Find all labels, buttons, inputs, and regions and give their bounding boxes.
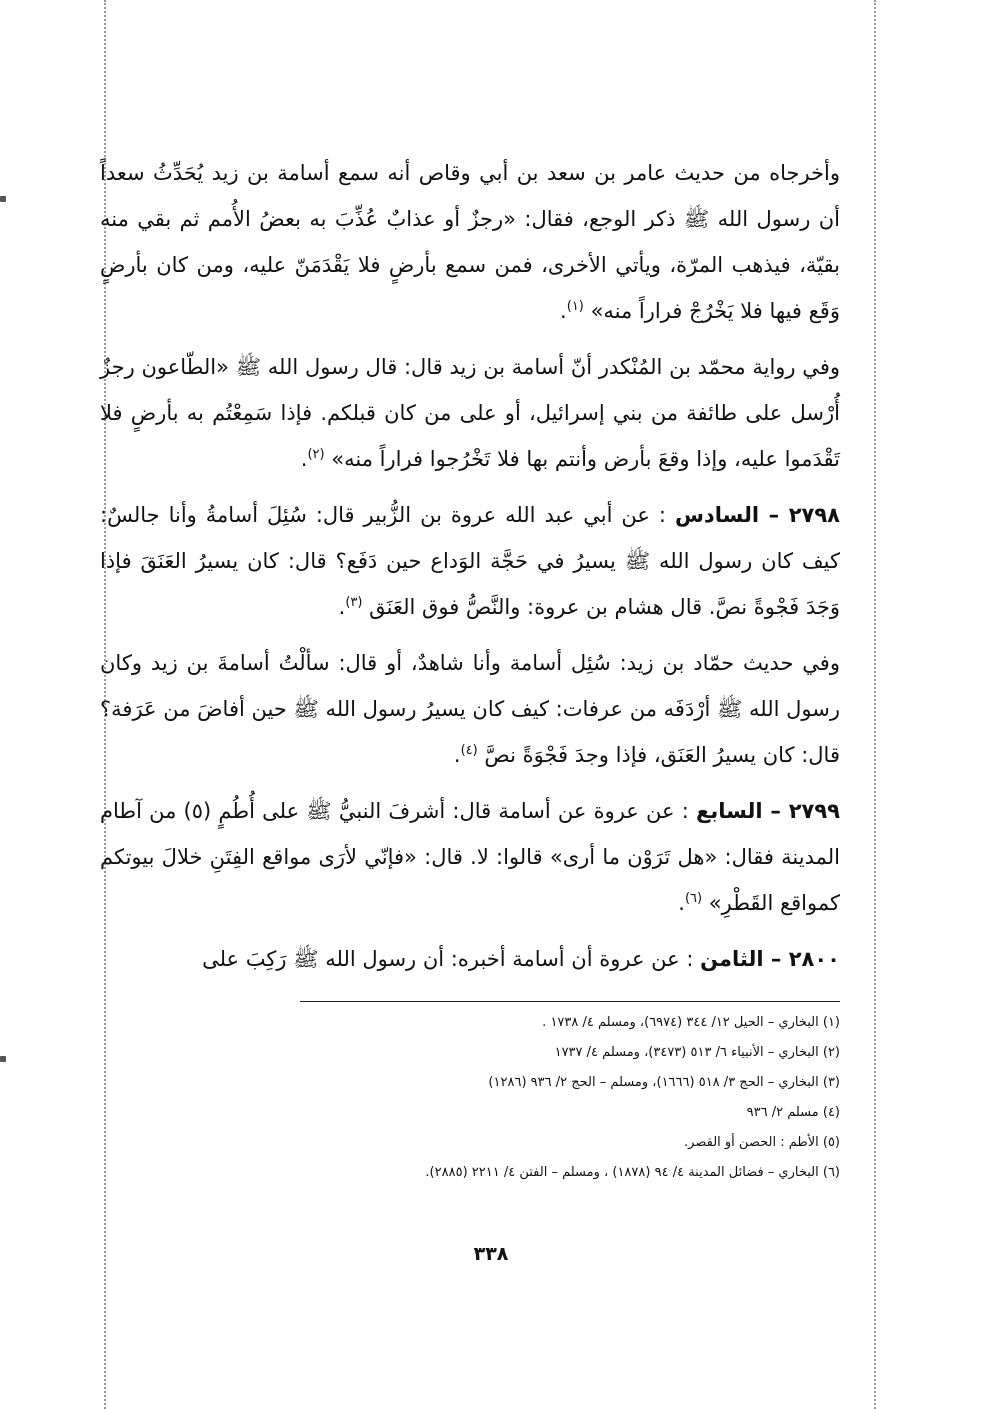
footnote-4: (٤) مسلم ٢/ ٩٣٦ xyxy=(746,1105,840,1120)
footnote-5: (٥) الأطم : الحصن أو القصر. xyxy=(684,1135,840,1150)
hadith-number-heading: ٢٧٩٩ – السابع xyxy=(696,799,840,823)
main-text xyxy=(100,150,840,992)
scan-edge-mark xyxy=(0,196,6,202)
scan-edge-mark xyxy=(0,1056,6,1062)
footnote-6: (٦) البخاري – فضائل المدينة ٤/ ٩٤ (١٨٧٨) ، ومسلم – الفتن ٤/ ٢٢١١ (٢٨٨٥). xyxy=(425,1165,840,1180)
paragraph-1: وأخرجاه من حديث عامر بن سعد بن أبي وقاص أنه سمع أسامة بن زيد يُحَدِّثُ سعداً أن رسول الله ﷺ ذكر الوجع، فقال: «رجزٌ أو عذابٌ عُذِّبَ به بعضُ الأُمم ثم بقي منه بقيّة، فيذهب المرّة، ويأتي الأخرى، فمن سمع بأرضٍ فلا يَقْدَمَنّ عليه، ومن كان بأرضٍ وَقَع فيها فلا يَخْرُجْ فراراً منه» $^{(١)}$. xyxy=(100,161,840,323)
paragraph-text: وفي رواية محمّد بن المُنْكدر أنّ أسامة بن زيد قال: قال رسول الله ﷺ «الطّاعون رجزٌ أُرْسل على طائفة من بني إسرائيل، أو على من كان قبلكم. فإذا سَمِعْتُم به بأرضٍ فلا تَقْدَموا عليه، وإذا وقعَ بأرض وأنتم بها فلا تَخْرُجوا فراراً منه» xyxy=(100,355,840,471)
hadith-2798: ٢٧٩٨ – السادس : عن أبي عبد الله عروة بن الزُّبير قال: سُئِلَ أسامةُ وأنا جالسٌ: كيف كان رسول الله ﷺ يسيرُ في حَجَّة الوَداع حين دَفَع؟ قال: كان يسيرُ العَنَقَ فإذا وَجَدَ فَجْوةً نصَّ. قال هشام بن عروة: والنَّصُّ فوق العَنَق $^{(٣)}$. xyxy=(100,503,840,619)
footnote-ref: (٢) xyxy=(307,447,325,462)
hadith-number-heading: ٢٨٠٠ – الثامن xyxy=(700,947,840,971)
paragraph-text: : عن عروة عن أسامة قال: أشرفَ النبيُّ ﷺ على أُطُمٍ (٥) من آطام المدينة فقال: «هل تَرَوْن ما أرى» قالوا: لا. قال: «فإنّي لأرَى مواقع الفِتَنِ خلالَ بيوتكم كمواقع القَطْرِ» xyxy=(100,799,840,915)
hadith-number-heading: ٢٧٩٨ – السادس xyxy=(674,503,840,527)
footnote-ref: (٣) xyxy=(345,595,363,610)
footnote-ref: (٦) xyxy=(684,891,703,906)
hadith-2799: ٢٧٩٩ – السابع : عن عروة عن أسامة قال: أشرفَ النبيُّ ﷺ على أُطُمٍ (٥) من آطام المدينة فقال: «هل تَرَوْن ما أرى» قالوا: لا. قال: «فإنّي لأرَى مواقع الفِتَنِ خلالَ بيوتكم كمواقع القَطْرِ» $^{(٦)}$. xyxy=(100,799,840,915)
right-margin-dotted-line xyxy=(874,0,876,1409)
footnote-3: (٣) البخاري – الحج ٣/ ٥١٨ (١٦٦٦)، ومسلم – الحج ٢/ ٩٣٦ (١٢٨٦) xyxy=(488,1075,840,1090)
footnote-separator xyxy=(300,1001,840,1002)
paragraph-text: وفي حديث حمّاد بن زيد: سُئِل أسامة وأنا شاهدٌ، أو قال: سألْتُ أسامةَ بن زيد وكان رسول الله ﷺ أرْدَفَه من عرفات: كيف كان يسيرُ رسول الله ﷺ حين أفاضَ من عَرَفة؟ قال: كان يسيرُ العَنَق، فإذا وجدَ فَجْوَةً نصَّ xyxy=(100,651,840,767)
hadith-2800 xyxy=(100,936,840,982)
paragraph-text: وأخرجاه من حديث عامر بن سعد بن أبي وقاص أنه سمع أسامة بن زيد يُحَدِّثُ سعداً أن رسول الله ﷺ ذكر الوجع، فقال: «رجزٌ أو عذابٌ عُذِّبَ به بعضُ الأُمم ثم بقي منه بقيّة، فيذهب المرّة، ويأتي الأخرى، فمن سمع بأرضٍ فلا يَقْدَمَنّ عليه، ومن كان بأرضٍ وَقَع فيها فلا يَخْرُجْ فراراً منه» xyxy=(100,161,840,323)
footnote-ref: (١) xyxy=(566,299,584,314)
page-number: ٣٣٨ xyxy=(473,1243,509,1265)
paragraph-2: وفي رواية محمّد بن المُنْكدر أنّ أسامة بن زيد قال: قال رسول الله ﷺ «الطّاعون رجزٌ أُرْسل على طائفة من بني إسرائيل، أو على من كان قبلكم. فإذا سَمِعْتُم به بأرضٍ فلا تَقْدَموا عليه، وإذا وقعَ بأرض وأنتم بها فلا تَخْرُجوا فراراً منه» $^{(٢)}$. xyxy=(100,355,840,471)
footnote-ref: (٤) xyxy=(460,743,478,758)
footnotes-list xyxy=(240,1008,840,1188)
footnote-1: (١) البخاري – الحيل ١٢/ ٣٤٤ (٦٩٧٤)، ومسلم ٤/ ١٧٣٨ . xyxy=(542,1015,840,1030)
paragraph-text: : عن أبي عبد الله عروة بن الزُّبير قال: سُئِلَ أسامةُ وأنا جالسٌ: كيف كان رسول الله ﷺ يسيرُ في حَجَّة الوَداع حين دَفَع؟ قال: كان يسيرُ العَنَقَ فإذا وَجَدَ فَجْوةً نصَّ. قال هشام بن عروة: والنَّصُّ فوق العَنَق xyxy=(100,503,840,619)
paragraph-text: : عن عروة أن أسامة أخبره: أن رسول الله ﷺ رَكِبَ على xyxy=(202,947,694,971)
paragraph-4: وفي حديث حمّاد بن زيد: سُئِل أسامة وأنا شاهدٌ، أو قال: سألْتُ أسامةَ بن زيد وكان رسول الله ﷺ أرْدَفَه من عرفات: كيف كان يسيرُ رسول الله ﷺ حين أفاضَ من عَرَفة؟ قال: كان يسيرُ العَنَق، فإذا وجدَ فَجْوَةً نصَّ $^{(٤)}$. xyxy=(100,651,840,767)
footnote-2: (٢) البخاري – الأنبياء ٦/ ٥١٣ (٣٤٧٣)، ومسلم ٤/ ١٧٣٧ xyxy=(554,1045,840,1060)
